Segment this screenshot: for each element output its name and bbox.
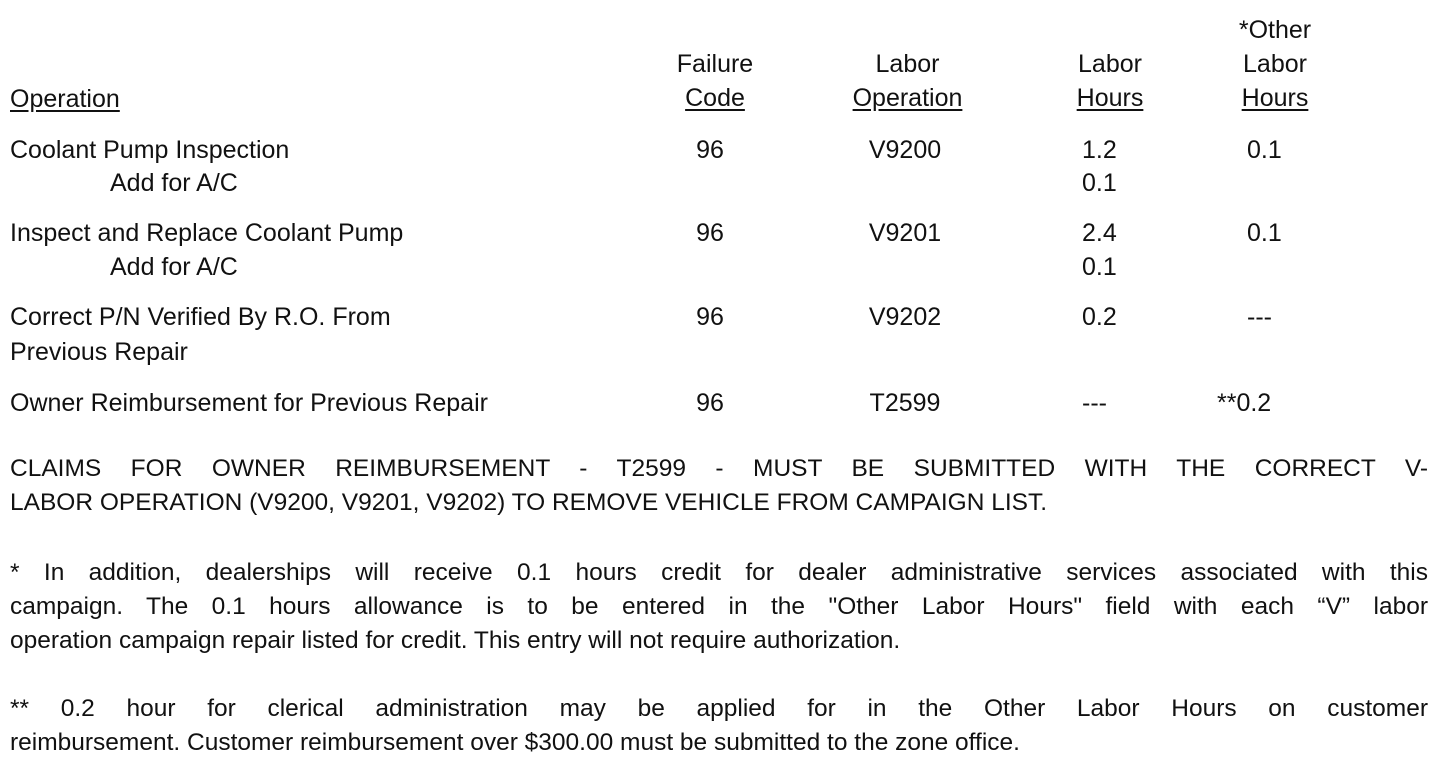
row-labor-hours: 2.4: [1082, 219, 1117, 247]
row-other-labor-hours: **0.2: [1217, 389, 1272, 417]
footnote-line: reimbursement. Customer reimbursement over $300.00 must be submitted to the zone office.: [10, 729, 1020, 756]
header-failure-line1: Failure: [676, 50, 754, 78]
row-failure-code: 96: [696, 136, 724, 164]
header-other-line1: *Other: [1238, 16, 1312, 44]
row-operation: Coolant Pump Inspection: [10, 136, 290, 164]
row-sub-operation: Add for A/C: [110, 169, 238, 197]
row-labor-hours-sub: 0.1: [1082, 253, 1117, 281]
row-labor-hours: 0.2: [1082, 303, 1117, 331]
row-labor-hours: 1.2: [1082, 136, 1117, 164]
footnote-line: ** 0.2 hour for clerical administration may be applied for in the Other Labor Hours on customer: [10, 695, 1428, 722]
header-failure-line2: Code: [685, 84, 745, 112]
header-laborhours-line2: Hours: [1076, 84, 1144, 112]
notice-line: CLAIMS FOR OWNER REIMBURSEMENT - T2599 - MUST BE SUBMITTED WITH THE CORRECT V-: [10, 455, 1428, 482]
row-other-labor-hours: 0.1: [1247, 136, 1282, 164]
header-other-line2: Labor: [1243, 50, 1307, 78]
header-other-line3: Hours: [1241, 84, 1309, 112]
footnote-clerical: [10, 692, 1428, 760]
row-labor-operation: V9202: [868, 303, 942, 331]
row-labor-operation: V9200: [868, 136, 942, 164]
row-sub-operation: Add for A/C: [110, 253, 238, 281]
row-labor-operation: T2599: [869, 389, 941, 417]
row-labor-hours-sub: 0.1: [1082, 169, 1117, 197]
row-failure-code: 96: [696, 303, 724, 331]
footnote-admin-credit: [10, 556, 1428, 658]
row-operation: Inspect and Replace Coolant Pump: [10, 219, 404, 247]
header-laborop-line1: Labor: [875, 50, 940, 78]
row-operation: Correct P/N Verified By R.O. From: [10, 303, 391, 331]
footnote-line: * In addition, dealerships will receive 0.1 hours credit for dealer administrative services associated with this: [10, 559, 1428, 586]
notice-line: LABOR OPERATION (V9200, V9201, V9202) TO REMOVE VEHICLE FROM CAMPAIGN LIST.: [10, 489, 1048, 516]
row-labor-operation: V9201: [868, 219, 942, 247]
footnote-line: campaign. The 0.1 hours allowance is to be entered in the "Other Labor Hours" field with each “V” labor: [10, 593, 1428, 620]
row-other-labor-hours: 0.1: [1247, 219, 1282, 247]
row-other-labor-hours: ---: [1247, 303, 1272, 331]
campaign-notice: [10, 452, 1428, 520]
row-failure-code: 96: [696, 219, 724, 247]
row-operation: Owner Reimbursement for Previous Repair: [10, 389, 488, 417]
header-laborop-line2: Operation: [852, 84, 963, 112]
row-labor-hours: ---: [1082, 389, 1107, 417]
header-laborhours-line1: Labor: [1078, 50, 1142, 78]
row-failure-code: 96: [696, 389, 724, 417]
row-operation-line2: Previous Repair: [10, 338, 188, 366]
footnote-line: operation campaign repair listed for credit. This entry will not require authorization.: [10, 627, 901, 654]
header-operation: Operation: [10, 85, 120, 113]
